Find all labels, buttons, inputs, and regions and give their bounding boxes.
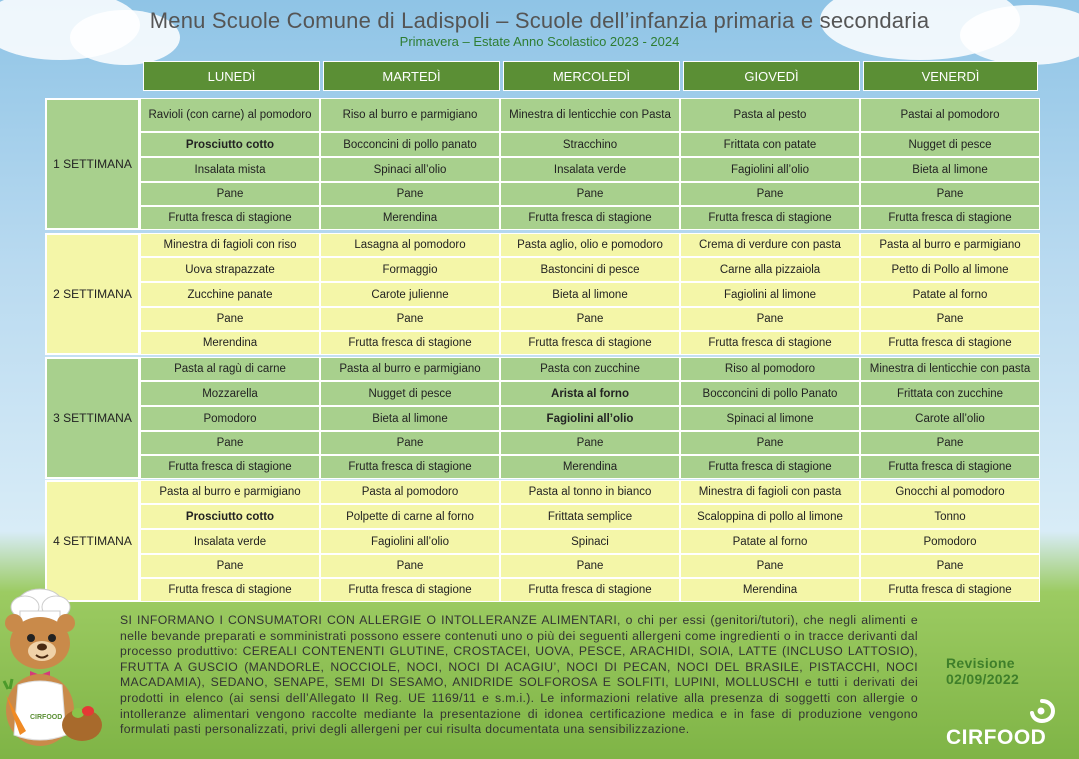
menu-cell: Pasta con zucchine (500, 357, 680, 381)
page-title: Menu Scuole Comune di Ladispoli – Scuole dell’infanzia primaria e secondaria (149, 8, 930, 33)
menu-cell: Frutta fresca di stagione (860, 455, 1040, 479)
menu-cell: Zucchine panate (140, 282, 320, 307)
revision-date: Revisione 02/09/2022 (946, 655, 1020, 687)
menu-cell: Pane (140, 182, 320, 206)
week-label: 1 SETTIMANA (45, 98, 140, 230)
page-header (0, 8, 1079, 49)
menu-cell: Frutta fresca di stagione (140, 578, 320, 602)
menu-cell: Petto di Pollo al limone (860, 257, 1040, 282)
menu-cell: Pane (500, 554, 680, 578)
menu-cell: Insalata verde (500, 157, 680, 182)
menu-cell: Pane (860, 307, 1040, 331)
menu-cell: Ravioli (con carne) al pomodoro (140, 98, 320, 132)
menu-cell: Frutta fresca di stagione (860, 578, 1040, 602)
page-subtitle: Primavera – Estate Anno Scolastico 2023 - 2024 (399, 34, 680, 49)
menu-cell: Frutta fresca di stagione (860, 331, 1040, 355)
menu-cell: Frutta fresca di stagione (320, 331, 500, 355)
menu-cell: Polpette di carne al forno (320, 504, 500, 529)
menu-cell: Fagiolini all’olio (320, 529, 500, 554)
menu-cell: Stracchino (500, 132, 680, 157)
menu-cell: Pane (680, 554, 860, 578)
menu-cell: Formaggio (320, 257, 500, 282)
menu-cell: Scaloppina di pollo al limone (680, 504, 860, 529)
menu-cell: Frutta fresca di stagione (500, 206, 680, 230)
week-label: 4 SETTIMANA (45, 480, 140, 602)
menu-cell: Pasta al pomodoro (320, 480, 500, 504)
menu-cell: Pane (140, 307, 320, 331)
menu-cell: Carote julienne (320, 282, 500, 307)
menu-cell: Frittata semplice (500, 504, 680, 529)
menu-cell: Pane (500, 182, 680, 206)
menu-cell: Frutta fresca di stagione (860, 206, 1040, 230)
menu-cell: Arista al forno (500, 381, 680, 406)
menu-cell: Carne alla pizzaiola (680, 257, 860, 282)
mascot-badge-text: CIRFOOD (30, 714, 63, 721)
menu-cell: Pane (320, 431, 500, 455)
menu-cell: Pane (680, 307, 860, 331)
day-header: LUNEDÌ (143, 61, 320, 91)
menu-cell: Pomodoro (860, 529, 1040, 554)
menu-cell: Pastai al pomodoro (860, 98, 1040, 132)
week-label: 2 SETTIMANA (45, 233, 140, 355)
menu-cell: Spinaci al limone (680, 406, 860, 431)
menu-cell: Pane (140, 431, 320, 455)
menu-cell: Frutta fresca di stagione (140, 455, 320, 479)
menu-cell: Pane (140, 554, 320, 578)
menu-cell: Prosciutto cotto (140, 504, 320, 529)
menu-cell: Uova strapazzate (140, 257, 320, 282)
menu-cell: Nugget di pesce (320, 381, 500, 406)
cirfood-logo: CIRFOOD (946, 726, 1047, 749)
menu-cell: Frutta fresca di stagione (320, 455, 500, 479)
menu-cell: Minestra di lenticchie con Pasta (500, 98, 680, 132)
day-header: MARTEDÌ (323, 61, 500, 91)
menu-cell: Frutta fresca di stagione (140, 206, 320, 230)
menu-cell: Pane (860, 431, 1040, 455)
menu-cell: Pasta al burro e parmigiano (140, 480, 320, 504)
menu-cell: Bocconcini di pollo Panato (680, 381, 860, 406)
menu-cell: Insalata verde (140, 529, 320, 554)
menu-cell: Pasta al burro e parmigiano (320, 357, 500, 381)
menu-cell: Merendina (320, 206, 500, 230)
menu-cell: Fagiolini all’olio (680, 157, 860, 182)
menu-cell: Bastoncini di pesce (500, 257, 680, 282)
day-header: GIOVEDÌ (683, 61, 860, 91)
menu-cell: Pane (860, 182, 1040, 206)
menu-cell: Pane (860, 554, 1040, 578)
menu-cell: Bieta al limone (320, 406, 500, 431)
menu-cell: Pane (320, 554, 500, 578)
menu-cell: Frutta fresca di stagione (680, 206, 860, 230)
cirfood-logo-icon (1029, 699, 1055, 725)
menu-cell: Pasta al pesto (680, 98, 860, 132)
menu-cell: Fagiolini al limone (680, 282, 860, 307)
menu-cell: Pane (500, 307, 680, 331)
menu-cell: Merendina (500, 455, 680, 479)
menu-cell: Pasta aglio, olio e pomodoro (500, 233, 680, 257)
menu-cell: Insalata mista (140, 157, 320, 182)
menu-cell: Pomodoro (140, 406, 320, 431)
menu-cell: Minestra di fagioli con riso (140, 233, 320, 257)
menu-cell: Frutta fresca di stagione (500, 331, 680, 355)
menu-cell: Minestra di fagioli con pasta (680, 480, 860, 504)
menu-cell: Spinaci all’olio (320, 157, 500, 182)
menu-cell: Bieta al limone (500, 282, 680, 307)
menu-cell: Riso al burro e parmigiano (320, 98, 500, 132)
menu-cell: Pasta al burro e parmigiano (860, 233, 1040, 257)
menu-cell: Frutta fresca di stagione (680, 331, 860, 355)
menu-cell: Merendina (680, 578, 860, 602)
menu-cell: Riso al pomodoro (680, 357, 860, 381)
menu-cell: Patate al forno (860, 282, 1040, 307)
menu-cell: Frutta fresca di stagione (680, 455, 860, 479)
menu-cell: Pane (500, 431, 680, 455)
menu-cell: Mozzarella (140, 381, 320, 406)
menu-cell: Frittata con patate (680, 132, 860, 157)
menu-cell: Pane (320, 182, 500, 206)
menu-cell: Frutta fresca di stagione (500, 578, 680, 602)
menu-cell: Minestra di lenticchie con pasta (860, 357, 1040, 381)
menu-cell: Spinaci (500, 529, 680, 554)
day-header: MERCOLEDÌ (503, 61, 680, 91)
menu-cell: Pasta al tonno in bianco (500, 480, 680, 504)
menu-cell: Crema di verdure con pasta (680, 233, 860, 257)
menu-cell: Tonno (860, 504, 1040, 529)
day-header: VENERDÌ (863, 61, 1038, 91)
menu-cell: Pane (320, 307, 500, 331)
menu-cell: Bieta al limone (860, 157, 1040, 182)
menu-cell: Lasagna al pomodoro (320, 233, 500, 257)
menu-cell: Pane (680, 431, 860, 455)
allergen-notice: SI INFORMANO I CONSUMATORI CON ALLERGIE O INTOLLERANZE ALIMENTARI, o chi per essi (genitori/tutori), che negli alimenti e nelle bevande preparati e somministrati possono essere contenuti uno o più dei seguenti allergeni come ingredienti o in tracce derivanti dal processo produttivo: CEREALI CONTENENTI GLUTINE, CROSTACEI, UOVA, PESCE, ARACHIDI, SOIA, LATTE (INCLUSO LATTOSIO), FRUTTA A GUSCIO (MANDORLE, NOCCIOLE, NOCI, NOCI DI ACAGIU’, NOCI DI PECAN, NOCI DEL BRASILE, PISTACCHI, NOCI MACADAMIA), SEDANO, SENAPE, SEMI DI SESAMO, ANIDRIDE SOLFOROSA E SOLFITI, LUPINI, MOLLUSCHI e tutti i derivati dei prodotti in elenco (ai sensi dell’Allegato II Reg. UE 1169/11 e s.m.i.). Le informazioni relative alla presenza di soggetti con allergie o intolleranze alimentari vengono raccolte mediante la presentazione di idonea certificazione medica e in fase di produzione vengono formulati pasti personalizzati, privi degli allergeni per cui risulta documentata una sensibilizzazione. (120, 613, 918, 737)
menu-cell: Bocconcini di pollo panato (320, 132, 500, 157)
menu-cell: Fagiolini all’olio (500, 406, 680, 431)
menu-cell: Prosciutto cotto (140, 132, 320, 157)
week-label: 3 SETTIMANA (45, 357, 140, 479)
menu-cell: Merendina (140, 331, 320, 355)
menu-cell: Patate al forno (680, 529, 860, 554)
menu-cell: Nugget di pesce (860, 132, 1040, 157)
menu-cell: Gnocchi al pomodoro (860, 480, 1040, 504)
bear-chef-mascot (0, 585, 110, 759)
menu-cell: Frittata con zucchine (860, 381, 1040, 406)
menu-cell: Frutta fresca di stagione (320, 578, 500, 602)
menu-cell: Carote all’olio (860, 406, 1040, 431)
menu-cell: Pane (680, 182, 860, 206)
menu-cell: Pasta al ragù di carne (140, 357, 320, 381)
